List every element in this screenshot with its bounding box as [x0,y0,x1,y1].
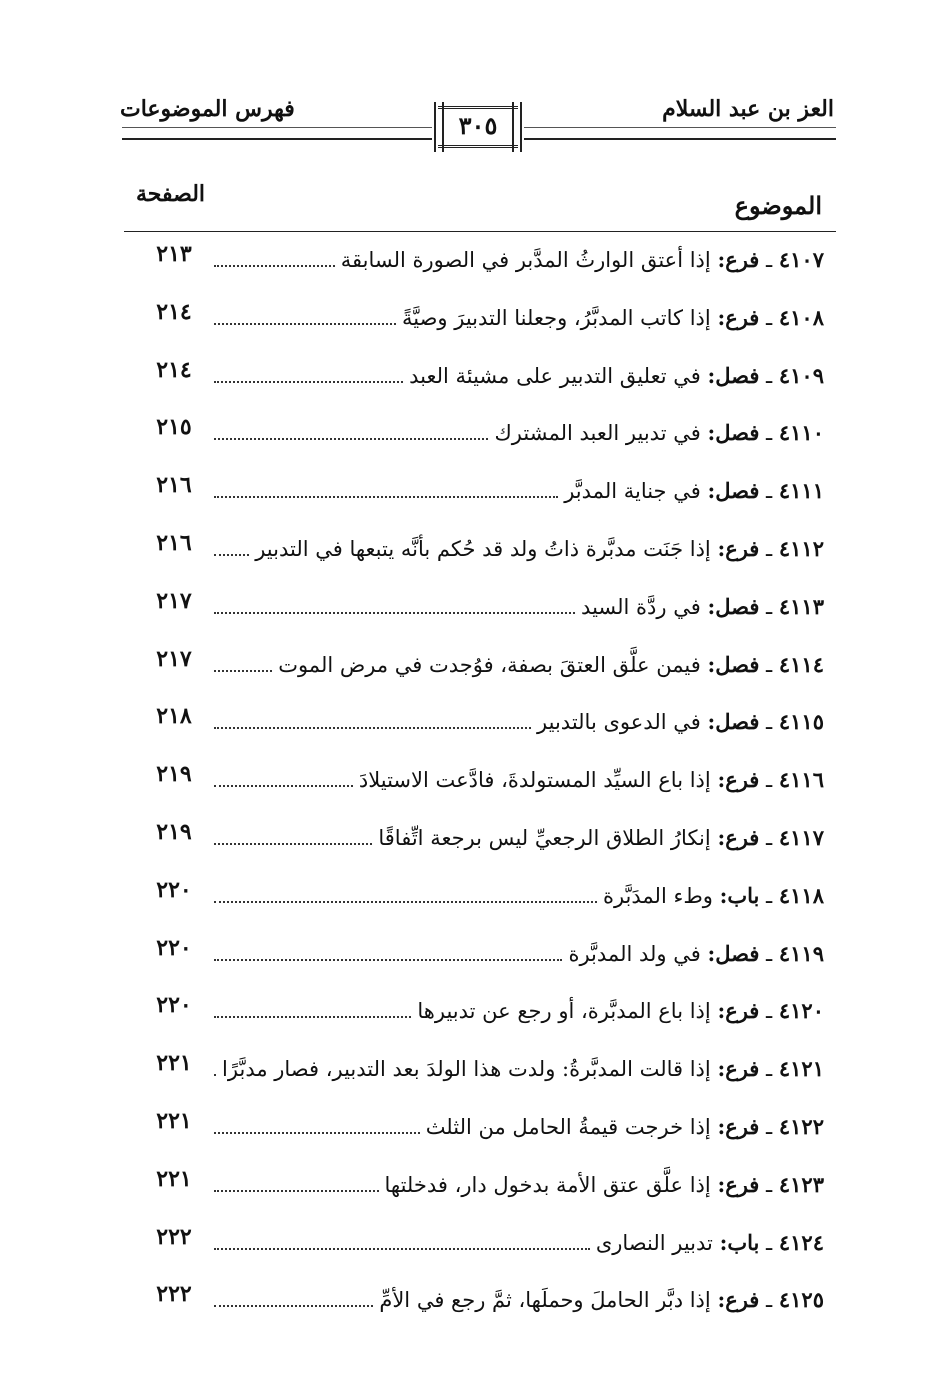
entry-dash: ـ [759,999,779,1024]
entry-line [214,709,824,743]
entry-page-number: ٢١٧ [156,645,192,672]
entry-page-number: ٢١٩ [156,761,192,788]
entry-kind: فصل: [707,593,760,619]
entry-number: ٤١٠٩ [778,362,824,388]
entry-text [335,247,824,272]
entry-line [214,998,824,1032]
entry-line [214,1230,824,1264]
entry-title: إذا قالت المدبَّرةُ: ولدت هذا الولدَ بعد التدبير، فصار مدبَّرًا [222,1057,711,1082]
entry-number: ٤١١٨ [778,882,824,908]
leader-dots [214,998,411,1018]
page-number-frame [432,100,524,154]
entry-text [575,594,824,619]
entry-line [214,247,824,281]
index-entry [130,646,824,686]
entry-kind: فرع: [717,998,760,1024]
entry-dash: ـ [759,537,779,561]
entry-line [214,1287,824,1321]
entry-kind: فرع: [717,247,760,272]
entry-page-number: ٢٢١ [156,1165,192,1192]
leader-dots [214,1230,590,1250]
entry-number: ٤١١٥ [778,709,824,735]
entry-page-number: ٢١٤ [156,356,192,383]
entry-title: وطء المدَبَّرة [602,883,713,908]
entry-kind: فصل: [707,478,760,504]
entry-number: ٤١٢٤ [778,1229,824,1255]
entry-page-number: ٢١٤ [156,298,192,325]
entry-line [214,1114,824,1148]
entry-text [420,1114,824,1139]
entry-title: إذا أعتق الوارثُ المدَّبر في الصورة السابقة [340,248,711,272]
entry-line [214,941,824,975]
entry-page-number: ٢٢٢ [156,1223,192,1250]
entry-title: فيمن علَّق العتقَ بصفة، فوُجدت في مرض الموت [278,652,701,677]
leader-dots [214,363,403,383]
leader-dots [214,1287,373,1307]
entry-kind: باب: [719,882,760,908]
entry-line [214,767,824,801]
entry-title: إذا دبَّر الحاملَ وحملَها، ثمَّ رجع في الأمِّ [379,1288,711,1313]
entry-dash: ـ [759,826,779,850]
entry-page-number: ٢١٦ [156,530,192,556]
entry-text [562,941,824,966]
running-head-author: العز بن عبد السلام [662,96,834,122]
entry-kind: فرع: [717,1287,760,1313]
entry-number: ٤١١٣ [778,593,824,619]
entry-line [214,1056,824,1090]
leader-dots [214,594,575,614]
entry-title: إذا باع المدبَّرة، أو رجع عن تدبيرها [417,999,711,1024]
entry-dash: ـ [759,363,779,388]
entry-dash: ـ [759,305,779,330]
leader-dots [214,1172,379,1192]
entry-title: إذا جَنَت مدبَّرة ذاتُ ولد قد حُكم بأنَّه يتبعها في التدبير [255,537,711,561]
entry-number: ٤١٠٨ [778,304,824,330]
entry-text [396,305,824,330]
entry-number: ٤١١٤ [778,651,824,677]
index-entry [130,241,824,281]
index-entry [130,414,824,454]
leader-dots [214,1114,420,1134]
entry-page-number: ٢١٧ [156,587,192,614]
entry-title: في ولد المدبَّرة [568,941,701,966]
entry-number: ٤١١١ [778,478,824,504]
entry-title: في ردَّة السيد [581,594,701,619]
entry-dash: ـ [759,248,779,272]
entry-kind: فصل: [707,709,760,735]
entry-page-number: ٢٢٠ [156,876,192,903]
column-heading-rule [124,231,836,232]
entry-line [214,652,824,686]
entry-page-number: ٢٢١ [156,1108,192,1134]
entry-kind: فرع: [717,1114,760,1139]
leader-dots [214,478,558,498]
index-entry [130,588,824,628]
entry-line [214,536,824,570]
entry-dash: ـ [759,710,779,735]
leader-dots [214,709,531,729]
entry-number: ٤١٢٢ [778,1114,824,1139]
index-entry [130,357,824,397]
index-entry [130,935,824,975]
entry-kind: فرع: [717,1056,760,1082]
entry-page-number: ٢١٥ [156,414,192,441]
leader-dots [214,941,562,961]
entry-dash: ـ [759,421,779,446]
entry-line [214,478,824,512]
index-entry [130,299,824,339]
entry-dash: ـ [759,1115,779,1139]
index-entry [130,703,824,743]
entry-number: ٤١٢٣ [778,1171,824,1197]
leader-dots [214,825,372,845]
entry-text [272,652,824,677]
entry-text [372,825,824,850]
leader-dots [214,247,335,267]
entry-text [353,767,824,792]
entry-dash: ـ [759,941,779,966]
index-entry [130,819,824,859]
entry-number: ٤١١٦ [778,767,824,793]
index-entry [130,992,824,1032]
entry-title: تدبير النصارى [595,1230,713,1255]
entry-number: ٤١٢٠ [778,998,824,1024]
entry-text [403,363,824,388]
entry-number: ٤١٠٧ [778,247,824,272]
entry-number: ٤١١٧ [778,825,824,850]
entry-dash: ـ [759,652,779,677]
column-heading-page: الصفحة [136,181,206,207]
entry-line [214,594,824,628]
column-heading-topic: الموضوع [734,191,822,220]
entry-text [216,1056,824,1081]
index-entry [130,877,824,917]
entry-dash: ـ [759,479,779,504]
entry-page-number: ٢١٣ [156,241,192,267]
entry-number: ٤١٢٥ [778,1287,824,1313]
index-entry [130,1108,824,1148]
entry-kind: فرع: [717,1171,760,1197]
entry-page-number: ٢٢١ [156,1050,192,1077]
index-entry [130,1050,824,1090]
entry-text [590,1230,824,1255]
page-number: ٣٠٥ [458,111,498,140]
entry-number: ٤١١٠ [778,420,824,446]
entry-line [214,825,824,859]
leader-dots [214,420,488,440]
entry-kind: فرع: [717,536,760,561]
entry-page-number: ٢٢٢ [156,1281,192,1308]
entry-text [373,1287,824,1312]
leader-dots [214,536,249,556]
leader-dots [214,767,353,787]
entry-text [558,478,824,503]
entry-title: في تدبير العبد المشترك [494,421,701,446]
entry-kind: فرع: [717,304,760,330]
entry-title: إذا كاتب المدبَّرُ، وجعلنا التدبيرَ وصيَّةً [402,305,711,330]
index-entry [130,530,824,570]
entry-dash: ـ [759,883,779,908]
index-entry [130,1281,824,1321]
entry-kind: فرع: [717,825,760,850]
entry-page-number: ٢٢٠ [156,934,192,961]
running-head-section: فهرس الموضوعات [120,96,295,122]
entry-kind: فرع: [717,767,760,793]
entry-title: إذا خرجت قيمةُ الحامل من الثلث [425,1115,711,1139]
leader-dots [214,305,396,325]
entry-title: إنكارُ الطلاق الرجعيِّ ليس برجعة اتِّفاقًا [378,826,711,850]
entry-dash: ـ [759,1057,779,1082]
entry-title: في تعليق التدبير على مشيئة العبد [409,363,701,388]
entry-dash: ـ [759,768,779,793]
leader-dots [214,652,272,672]
leader-dots [214,883,597,903]
entry-title: في جناية المدبَّر [564,479,701,504]
entry-text [379,1172,825,1197]
entry-text [531,709,824,734]
entry-number: ٤١١٩ [778,940,824,966]
entry-line [214,883,824,917]
entry-line [214,363,824,397]
index-entry [130,1224,824,1264]
entry-line [214,1172,824,1206]
entry-kind: فصل: [707,651,760,677]
index-entry [130,761,824,801]
index-entry [130,1166,824,1206]
entry-text [411,998,824,1023]
entry-dash: ـ [759,1288,779,1313]
entry-page-number: ٢١٩ [156,819,192,845]
entry-page-number: ٢٢٠ [156,992,192,1019]
entry-kind: فصل: [707,940,760,966]
index-entry [130,472,824,512]
entry-line [214,420,824,454]
entry-kind: فصل: [707,362,760,388]
entry-text [597,883,824,908]
entry-number: ٤١١٢ [778,536,824,561]
entry-page-number: ٢١٦ [156,472,192,499]
entry-page-number: ٢١٨ [156,703,192,730]
entry-line [214,305,824,339]
entry-title: إذا باع السيِّد المستولدةَ، فادَّعت الاستيلادَ [358,768,711,793]
entry-dash: ـ [759,594,779,619]
entry-title: إذا علَّق عتق الأمة بدخول دار، فدخلتها [384,1172,711,1197]
entry-text [249,536,824,561]
entry-number: ٤١٢١ [778,1056,824,1082]
entry-text [488,420,824,445]
entry-kind: باب: [719,1229,760,1255]
entry-title: في الدعوى بالتدبير [537,710,701,735]
entry-dash: ـ [759,1230,779,1255]
entry-kind: فصل: [707,420,760,446]
entry-dash: ـ [759,1172,779,1197]
